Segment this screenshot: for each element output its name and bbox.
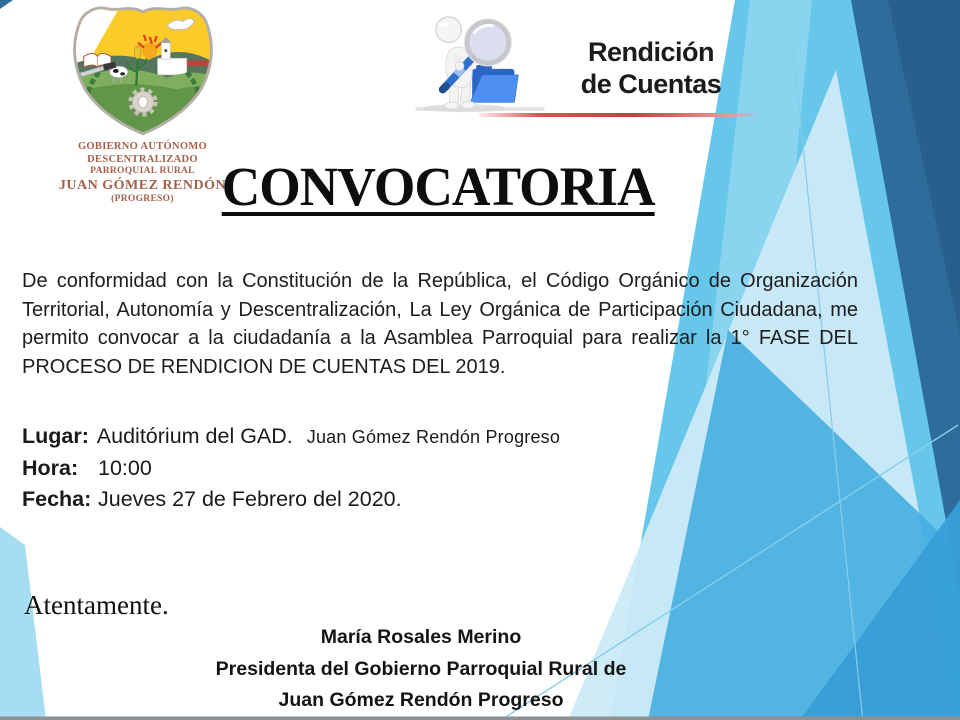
magnifier-figure-icon (412, 10, 552, 118)
lugar-value: Auditórium del GAD. (96, 424, 293, 448)
closing-text: Atentamente. (24, 590, 169, 620)
signature-name: María Rosales Merino (320, 626, 522, 648)
sun-icon (142, 43, 158, 59)
folder-icon (470, 65, 518, 102)
rendicion-banner (412, 8, 764, 126)
detail-row-fecha (22, 484, 560, 515)
event-details (22, 421, 560, 515)
logo-caption-line3: JUAN GÓMEZ RENDÓN (58, 178, 227, 193)
logo-caption-line1: GOBIERNO AUTÓNOMO DESCENTRALIZADO (77, 141, 208, 165)
signature-place: Juan Gómez Rendón Progreso (278, 689, 564, 711)
church-window (164, 49, 167, 52)
banner-title (542, 36, 760, 100)
lugar-note: Juan Gómez Rendón Progreso (306, 427, 561, 447)
logo-caption-line2: PARROQUIAL RURAL (90, 166, 195, 176)
page-title-wrap (0, 155, 876, 218)
church-nave (157, 58, 186, 75)
banner-title-line1: Rendición (587, 37, 714, 67)
gear-center-figure (138, 96, 147, 108)
lugar-label: Lugar: (22, 424, 89, 448)
shield-field (60, 2, 225, 138)
hora-value: 10:00 (97, 456, 152, 480)
page-title: CONVOCATORIA (221, 156, 655, 217)
coat-of-arms-logo (58, 2, 228, 138)
signature-block (0, 622, 842, 717)
hora-label: Hora: (22, 456, 79, 480)
cow-spot (112, 69, 118, 73)
logo-caption-line4: (PROGRESO) (111, 194, 174, 204)
signature-role: Presidenta del Gobierno Parroquial Rural de (215, 657, 627, 680)
fecha-label: Fecha: (22, 487, 92, 511)
fecha-value: Jueves 27 de Febrero del 2020. (97, 487, 402, 511)
detail-row-hora (22, 453, 560, 484)
cow-spot-2 (120, 72, 125, 75)
corn-cob (134, 46, 141, 59)
detail-row-lugar (22, 421, 560, 453)
banner-red-underline (478, 113, 758, 117)
body-paragraph: De conformidad con la Constitución de la República, el Código Orgánico de Organización Territorial, Autonomía y Descentralización, La Ley Orgánica de Participación Ciudadana, me permito convocar a la ciudadanía a la Asamblea Parroquial para realizar la 1° FASE DEL PROCESO DE RENDICION DE CUENTAS DEL 2019. (22, 270, 858, 378)
banner-title-line2: de Cuentas (580, 69, 722, 99)
